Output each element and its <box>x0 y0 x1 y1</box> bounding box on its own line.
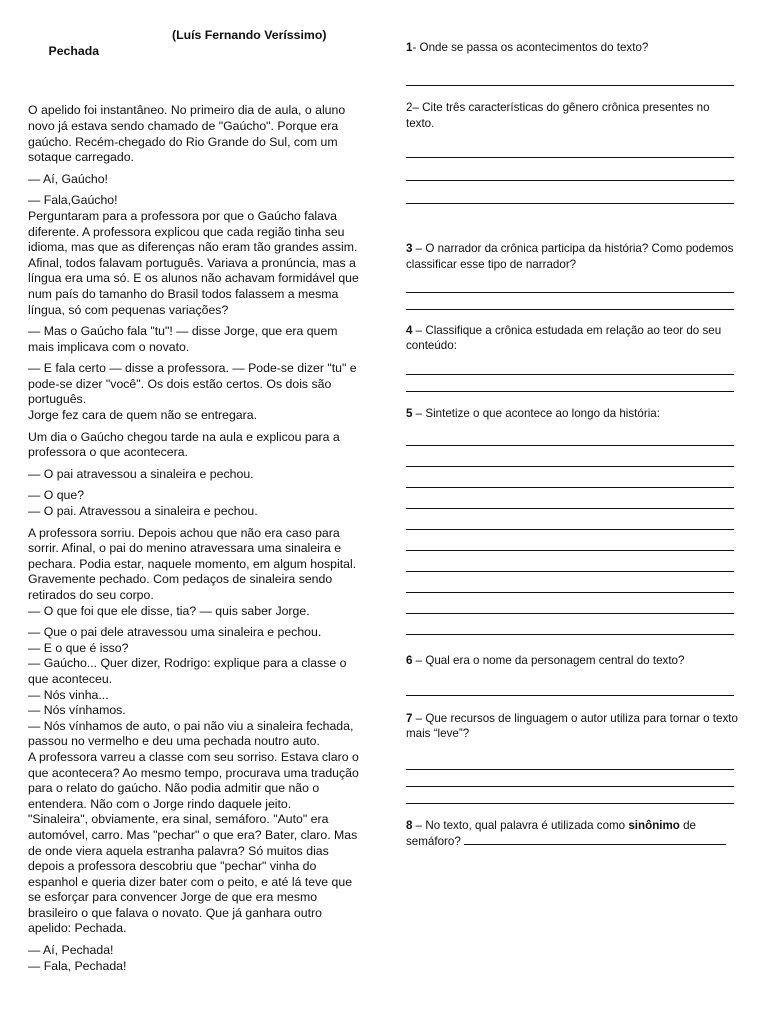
story-title: Pechada <box>48 43 100 58</box>
question-number: 4 <box>406 324 413 338</box>
story-paragraph: — Aí, Pechada! <box>28 943 114 958</box>
answer-line[interactable] <box>406 786 734 787</box>
question-5: 5 – Sintetize o que acontece ao longo da história: <box>406 406 660 420</box>
story-paragraph: "Sinaleira", obviamente, era sinal, semáforo. "Auto" era automóvel, carro. Mas "pechar" o que era? Bater, claro. Mas de onde viera aquela estranha palavra? Só muitos dias depois a professora descobriu que "pechar" vinha do espanhol e queria dizer bater com o peito, e até lá teve que se esforçar para convencer Jorge de que era mesmo brasileiro o que falava o novato. Que já ganhara outro apelido: Pechada. <box>28 812 358 936</box>
question-number: 7 <box>406 711 413 725</box>
question-text: Que recursos de linguagem o autor utiliza para tornar o texto mais “leve”? <box>406 711 738 741</box>
story-paragraph: — E o que é isso? <box>28 640 129 655</box>
story-paragraph: — Nós vinha... <box>28 687 109 702</box>
answer-line[interactable] <box>406 508 734 509</box>
answer-line[interactable] <box>406 769 734 770</box>
story-paragraph: — Aí, Gaúcho! <box>28 171 108 186</box>
answer-line[interactable] <box>406 592 734 593</box>
answer-blank[interactable] <box>464 834 726 845</box>
answer-line[interactable] <box>406 374 734 375</box>
question-text: Cite três características do gênero crônica presentes no texto. <box>406 101 710 130</box>
question-text: Sintetize o que acontece ao longo da história: <box>425 406 660 420</box>
question-number: 1 <box>406 41 413 54</box>
story-paragraph: — O que? <box>28 488 85 503</box>
answer-line[interactable] <box>406 180 734 181</box>
answer-line[interactable] <box>406 466 734 467</box>
story-paragraph: — O que foi que ele disse, tia? — quis saber Jorge. <box>28 603 310 618</box>
answer-line[interactable] <box>406 157 734 158</box>
story-paragraph: — Fala, Pechada! <box>28 958 127 973</box>
answer-line[interactable] <box>406 634 734 635</box>
story-paragraph: — Nós vínhamos de auto, o pai não viu a sinaleira fechada, passou no vermelho e deu uma pechada noutro auto. <box>28 718 354 749</box>
story-paragraph: — E fala certo — disse a professora. — Pode-se dizer "tu" e pode-se dizer "você". Os dois estão certos. Os dois são português. <box>28 361 357 407</box>
story-paragraph: — Fala,Gaúcho! <box>28 193 118 208</box>
answer-line[interactable] <box>406 695 734 696</box>
story-paragraph: — O pai. Atravessou a sinaleira e pechou. <box>28 504 258 519</box>
answer-line[interactable] <box>406 571 734 572</box>
story-paragraph: Jorge fez cara de quem não se entregara. <box>28 408 257 423</box>
answer-line[interactable] <box>406 203 734 204</box>
question-text: Onde se passa os acontecimentos do texto? <box>419 41 649 54</box>
question-3: 3 – O narrador da crônica participa da história? Como podemos classificar esse tipo de narrador? <box>406 242 734 271</box>
story-header <box>28 28 360 90</box>
question-1: 1- Onde se passa os acontecimentos do texto? <box>406 41 649 54</box>
question-bold-word: sinônimo <box>628 819 680 833</box>
question-number: 8 <box>406 819 413 833</box>
story-paragraph: Perguntaram para a professora por que o Gaúcho falava diferente. A professora explicou que cada região tinha seu idioma, mas que as diferenças não eram tão grandes assim. Afinal, todos falavam português. Variava a pronúncia, mas a língua era uma só. E os alunos não achavam formidável que num país do tamanho do Brasil todos falassem a mesma língua, só com pequenas variações? <box>28 208 359 317</box>
question-7: 7 – Que recursos de linguagem o autor utiliza para tornar o texto mais “leve”? <box>406 711 738 741</box>
question-text: Qual era o nome da personagem central do texto? <box>425 654 685 668</box>
answer-line[interactable] <box>406 445 734 446</box>
question-2: 2– Cite três características do gênero crônica presentes no texto. <box>406 101 710 130</box>
answer-line[interactable] <box>406 803 734 804</box>
answer-line[interactable] <box>406 529 734 530</box>
question-text: Classifique a crônica estudada em relação ao teor do seu conteúdo: <box>406 324 722 353</box>
questions-column <box>406 40 738 849</box>
story-paragraph: A professora sorriu. Depois achou que não era caso para sorrir. Afinal, o pai do menino atravessara uma sinaleira e pechara. Podia estar, naquele momento, em algum hospital. Gravemente pechado. Com pedaços de sinaleira sendo retirados do seu corpo. <box>28 525 357 602</box>
question-text: No texto, qual palavra é utilizada como <box>425 819 629 833</box>
story-paragraph: — Que o pai dele atravessou uma sinaleira e pechou. <box>28 625 322 640</box>
answer-line[interactable] <box>406 309 734 310</box>
question-4: 4 – Classifique a crônica estudada em relação ao teor do seu conteúdo: <box>406 324 722 353</box>
question-number: 2 <box>406 101 413 115</box>
question-8: 8 – No texto, qual palavra é utilizada como sinônimo de semáforo? <box>406 818 738 849</box>
answer-line[interactable] <box>406 613 734 614</box>
story-paragraph: — Mas o Gaúcho fala "tu"! — disse Jorge, que era quem mais implicava com o novato. <box>28 324 338 354</box>
story-column <box>28 28 360 974</box>
question-number: 3 <box>406 242 413 256</box>
question-number: 5 <box>406 406 413 420</box>
story-author: (Luís Fernando Veríssimo) <box>172 28 327 42</box>
story-paragraph: A professora varreu a classe com seu sorriso. Estava claro o que acontecera? Ao mesmo tempo, procurava uma tradução para o relato do gaúcho. Não podia admitir que não o entendera. Não com o Jorge rindo daquele jeito. <box>28 749 359 811</box>
story-paragraph: Um dia o Gaúcho chegou tarde na aula e explicou para a professora o que acontecera. <box>28 429 340 460</box>
question-6: 6 – Qual era o nome da personagem central do texto? <box>406 654 685 668</box>
story-paragraph: — Gaúcho... Quer dizer, Rodrigo: explique para a classe o que aconteceu. <box>28 656 347 686</box>
answer-line[interactable] <box>406 391 734 392</box>
answer-line[interactable] <box>406 292 734 293</box>
story-paragraph: — Nós vínhamos. <box>28 703 126 718</box>
answer-line[interactable] <box>406 487 734 488</box>
answer-line[interactable] <box>406 550 734 551</box>
story-paragraph: — O pai atravessou a sinaleira e pechou. <box>28 466 254 481</box>
answer-line[interactable] <box>406 85 734 86</box>
question-text: O narrador da crônica participa da história? Como podemos classificar esse tipo de narrador? <box>406 242 734 271</box>
question-number: 6 <box>406 654 413 668</box>
story-paragraph: O apelido foi instantâneo. No primeiro dia de aula, o aluno novo já estava sendo chamado de "Gaúcho". Porque era gaúcho. Recém-chegado do Rio Grande do Sul, com um sotaque carregado. <box>28 103 346 165</box>
question-text: de semáforo? <box>406 819 697 848</box>
